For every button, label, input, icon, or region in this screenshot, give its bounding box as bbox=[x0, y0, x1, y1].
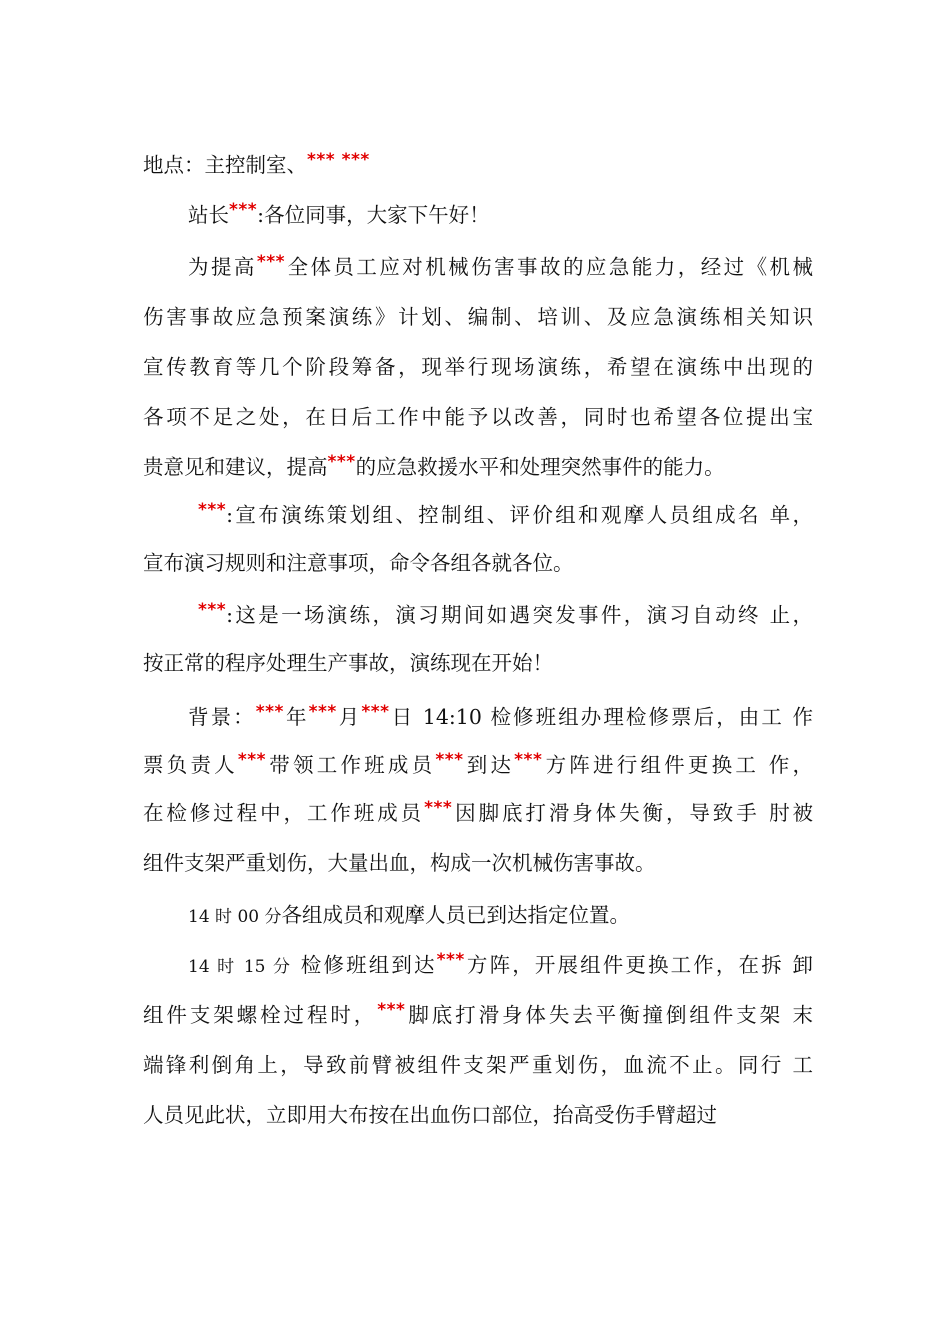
background-label: 背景： bbox=[188, 705, 256, 729]
redacted-mark: *** bbox=[237, 750, 267, 770]
start-line-2: 按正常的程序处理生产事故，演练现在开始！ bbox=[143, 651, 553, 675]
t1415-text: 方阵，开展组件更换工作，在拆 卸 bbox=[464, 953, 813, 977]
intro-line-5 bbox=[143, 452, 813, 484]
intro-text: 的应急救援水平和处理突然事件的能力。 bbox=[355, 455, 725, 479]
announce-line-1 bbox=[198, 500, 813, 532]
t1415-line-2 bbox=[143, 1000, 813, 1032]
redacted-mark: *** bbox=[256, 252, 286, 272]
greeting-line bbox=[188, 200, 813, 232]
location-line bbox=[143, 150, 813, 182]
background-text: 到达 bbox=[463, 753, 515, 777]
intro-line-1 bbox=[188, 252, 813, 284]
location-label: 地点：主控制室、 bbox=[143, 153, 307, 177]
redacted-mark: *** bbox=[514, 750, 543, 770]
t1400-line bbox=[188, 900, 813, 932]
background-text: 带领工作班成员 bbox=[266, 753, 436, 777]
intro-text: 贵意见和建议，提高 bbox=[143, 455, 328, 479]
redacted-mark: *** bbox=[435, 750, 464, 770]
background-line-2 bbox=[143, 750, 813, 782]
background-text: 月 bbox=[336, 705, 362, 729]
t1415-time: 14 时 15 分 bbox=[188, 957, 293, 977]
intro-line-2: 伤害事故应急预案演练》计划、编制、培训、及应急演练相关知识 bbox=[143, 305, 813, 329]
redacted-mark: *** bbox=[198, 500, 227, 520]
background-text: 在检修过程中，工作班成员 bbox=[143, 801, 425, 825]
t1400-time: 14 时 00 分 bbox=[188, 907, 282, 927]
redacted-mark: *** bbox=[229, 200, 258, 220]
intro-line-3: 宣传教育等几个阶段筹备，现举行现场演练，希望在演练中出现的 bbox=[143, 355, 813, 379]
redacted-mark: *** bbox=[436, 950, 465, 970]
background-line-1 bbox=[188, 702, 813, 734]
background-text: 日 14:10 检修班组办理检修票后，由工 作 bbox=[389, 705, 814, 729]
redacted-mark: *** bbox=[198, 600, 227, 620]
greeting-text: :各位同事，大家下午好！ bbox=[257, 203, 490, 227]
background-text: 年 bbox=[283, 705, 309, 729]
greeting-speaker: 站长 bbox=[188, 203, 229, 227]
redacted-mark: *** bbox=[361, 702, 390, 722]
start-line-1 bbox=[198, 600, 813, 632]
intro-line-4: 各项不足之处，在日后工作中能予以改善，同时也希望各位提出宝 bbox=[143, 405, 813, 429]
intro-text: 全体员工应对机械伤害事故的应急能力，经过《机械 bbox=[285, 255, 814, 279]
background-line-3 bbox=[143, 798, 813, 830]
background-text: 因脚底打滑身体失衡，导致手 肘被 bbox=[452, 801, 813, 825]
redacted-mark: *** bbox=[255, 702, 284, 722]
redacted-mark: *** bbox=[327, 452, 356, 472]
start-text: :这是一场演练，演习期间如遇突发事件，演习自动终 止， bbox=[226, 603, 813, 627]
background-line-4: 组件支架严重划伤，大量出血，构成一次机械伤害事故。 bbox=[143, 851, 656, 875]
t1415-text: 组件支架螺栓过程时， bbox=[143, 1003, 378, 1027]
redacted-mark: *** *** bbox=[307, 150, 370, 170]
t1415-line-3: 端锋利倒角上，导致前臂被组件支架严重划伤，血流不止。同行 工 bbox=[143, 1053, 813, 1077]
announce-text: :宣布演练策划组、控制组、评价组和观摩人员组成名 单， bbox=[226, 503, 813, 527]
background-text: 票负责人 bbox=[143, 753, 238, 777]
t1415-line-1 bbox=[188, 950, 813, 982]
announce-line-2: 宣布演习规则和注意事项，命令各组各就各位。 bbox=[143, 551, 574, 575]
t1400-text: 各组成员和观摩人员已到达指定位置。 bbox=[281, 903, 630, 927]
intro-text: 为提高 bbox=[188, 255, 257, 279]
background-text: 方阵进行组件更换工 作， bbox=[542, 753, 814, 777]
redacted-mark: *** bbox=[308, 702, 337, 722]
t1415-text: 检修班组到达 bbox=[292, 953, 437, 977]
redacted-mark: *** bbox=[377, 1000, 406, 1020]
redacted-mark: *** bbox=[424, 798, 453, 818]
t1415-line-4: 人员见此状，立即用大布按在出血伤口部位，抬高受伤手臂超过 bbox=[143, 1103, 717, 1127]
t1415-text: 脚底打滑身体失去平衡撞倒组件支架 末 bbox=[405, 1003, 813, 1027]
